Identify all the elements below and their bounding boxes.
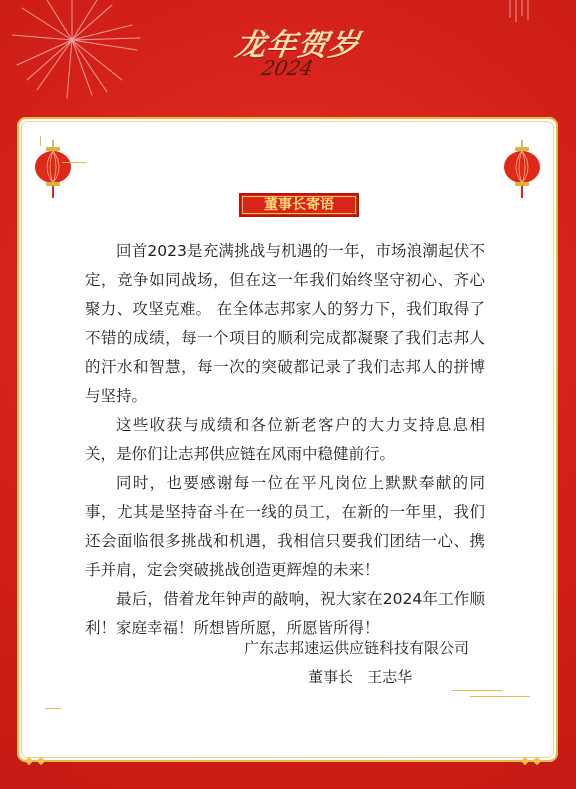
header-title-block	[228, 16, 368, 80]
decorative-line	[452, 690, 502, 691]
decorative-line	[45, 708, 61, 709]
decorative-dots	[24, 756, 54, 766]
decorative-line	[62, 162, 86, 163]
message-paragraph: 这些收获与成绩和各位新老客户的大力支持息息相关，是你们让志邦供应链在风雨中稳健前行。	[85, 416, 485, 463]
message-body	[85, 237, 485, 643]
chairman-message-badge: 董事长寄语	[239, 193, 359, 217]
firework-icon	[12, 0, 152, 100]
signature-name: 董事长 王志华	[308, 668, 413, 686]
decorative-line	[40, 136, 41, 146]
header-title: 龙年贺岁	[233, 28, 362, 63]
lantern-icon	[502, 140, 542, 200]
message-paragraph: 回首2023是充满挑战与机遇的一年，市场浪潮起伏不定，竞争如同战场，但在这一年我们始终坚守初心、齐心聚力、攻坚克难。 在全体志邦家人的努力下，我们取得了不错的成绩，每一个项目的顺利完成都凝聚了我们志邦人的汗水和智慧，每一次的突破都记录了我们志邦人的拼博与坚持。	[85, 242, 485, 405]
header-year: 2024	[259, 56, 316, 80]
decorative-line	[470, 696, 530, 697]
lantern-icon	[33, 140, 73, 200]
decorative-dots	[520, 756, 550, 766]
message-paragraph: 最后，借着龙年钟声的敲响，祝大家在2024年工作顺利！家庭幸福！所想皆所愿，所愿皆所得！	[85, 590, 485, 637]
firework-icon	[500, 0, 560, 26]
message-paragraph: 同时，也要感谢每一位在平凡岗位上默默奉献的同事，尤其是坚持奋斗在一线的员工，在新的一年里，我们还会面临很多挑战和机遇，我相信只要我们团结一心、携手并肩，定会突破挑战创造更辉煌的未来！	[85, 474, 485, 579]
signature-company: 广东志邦速运供应链科技有限公司	[244, 639, 470, 657]
